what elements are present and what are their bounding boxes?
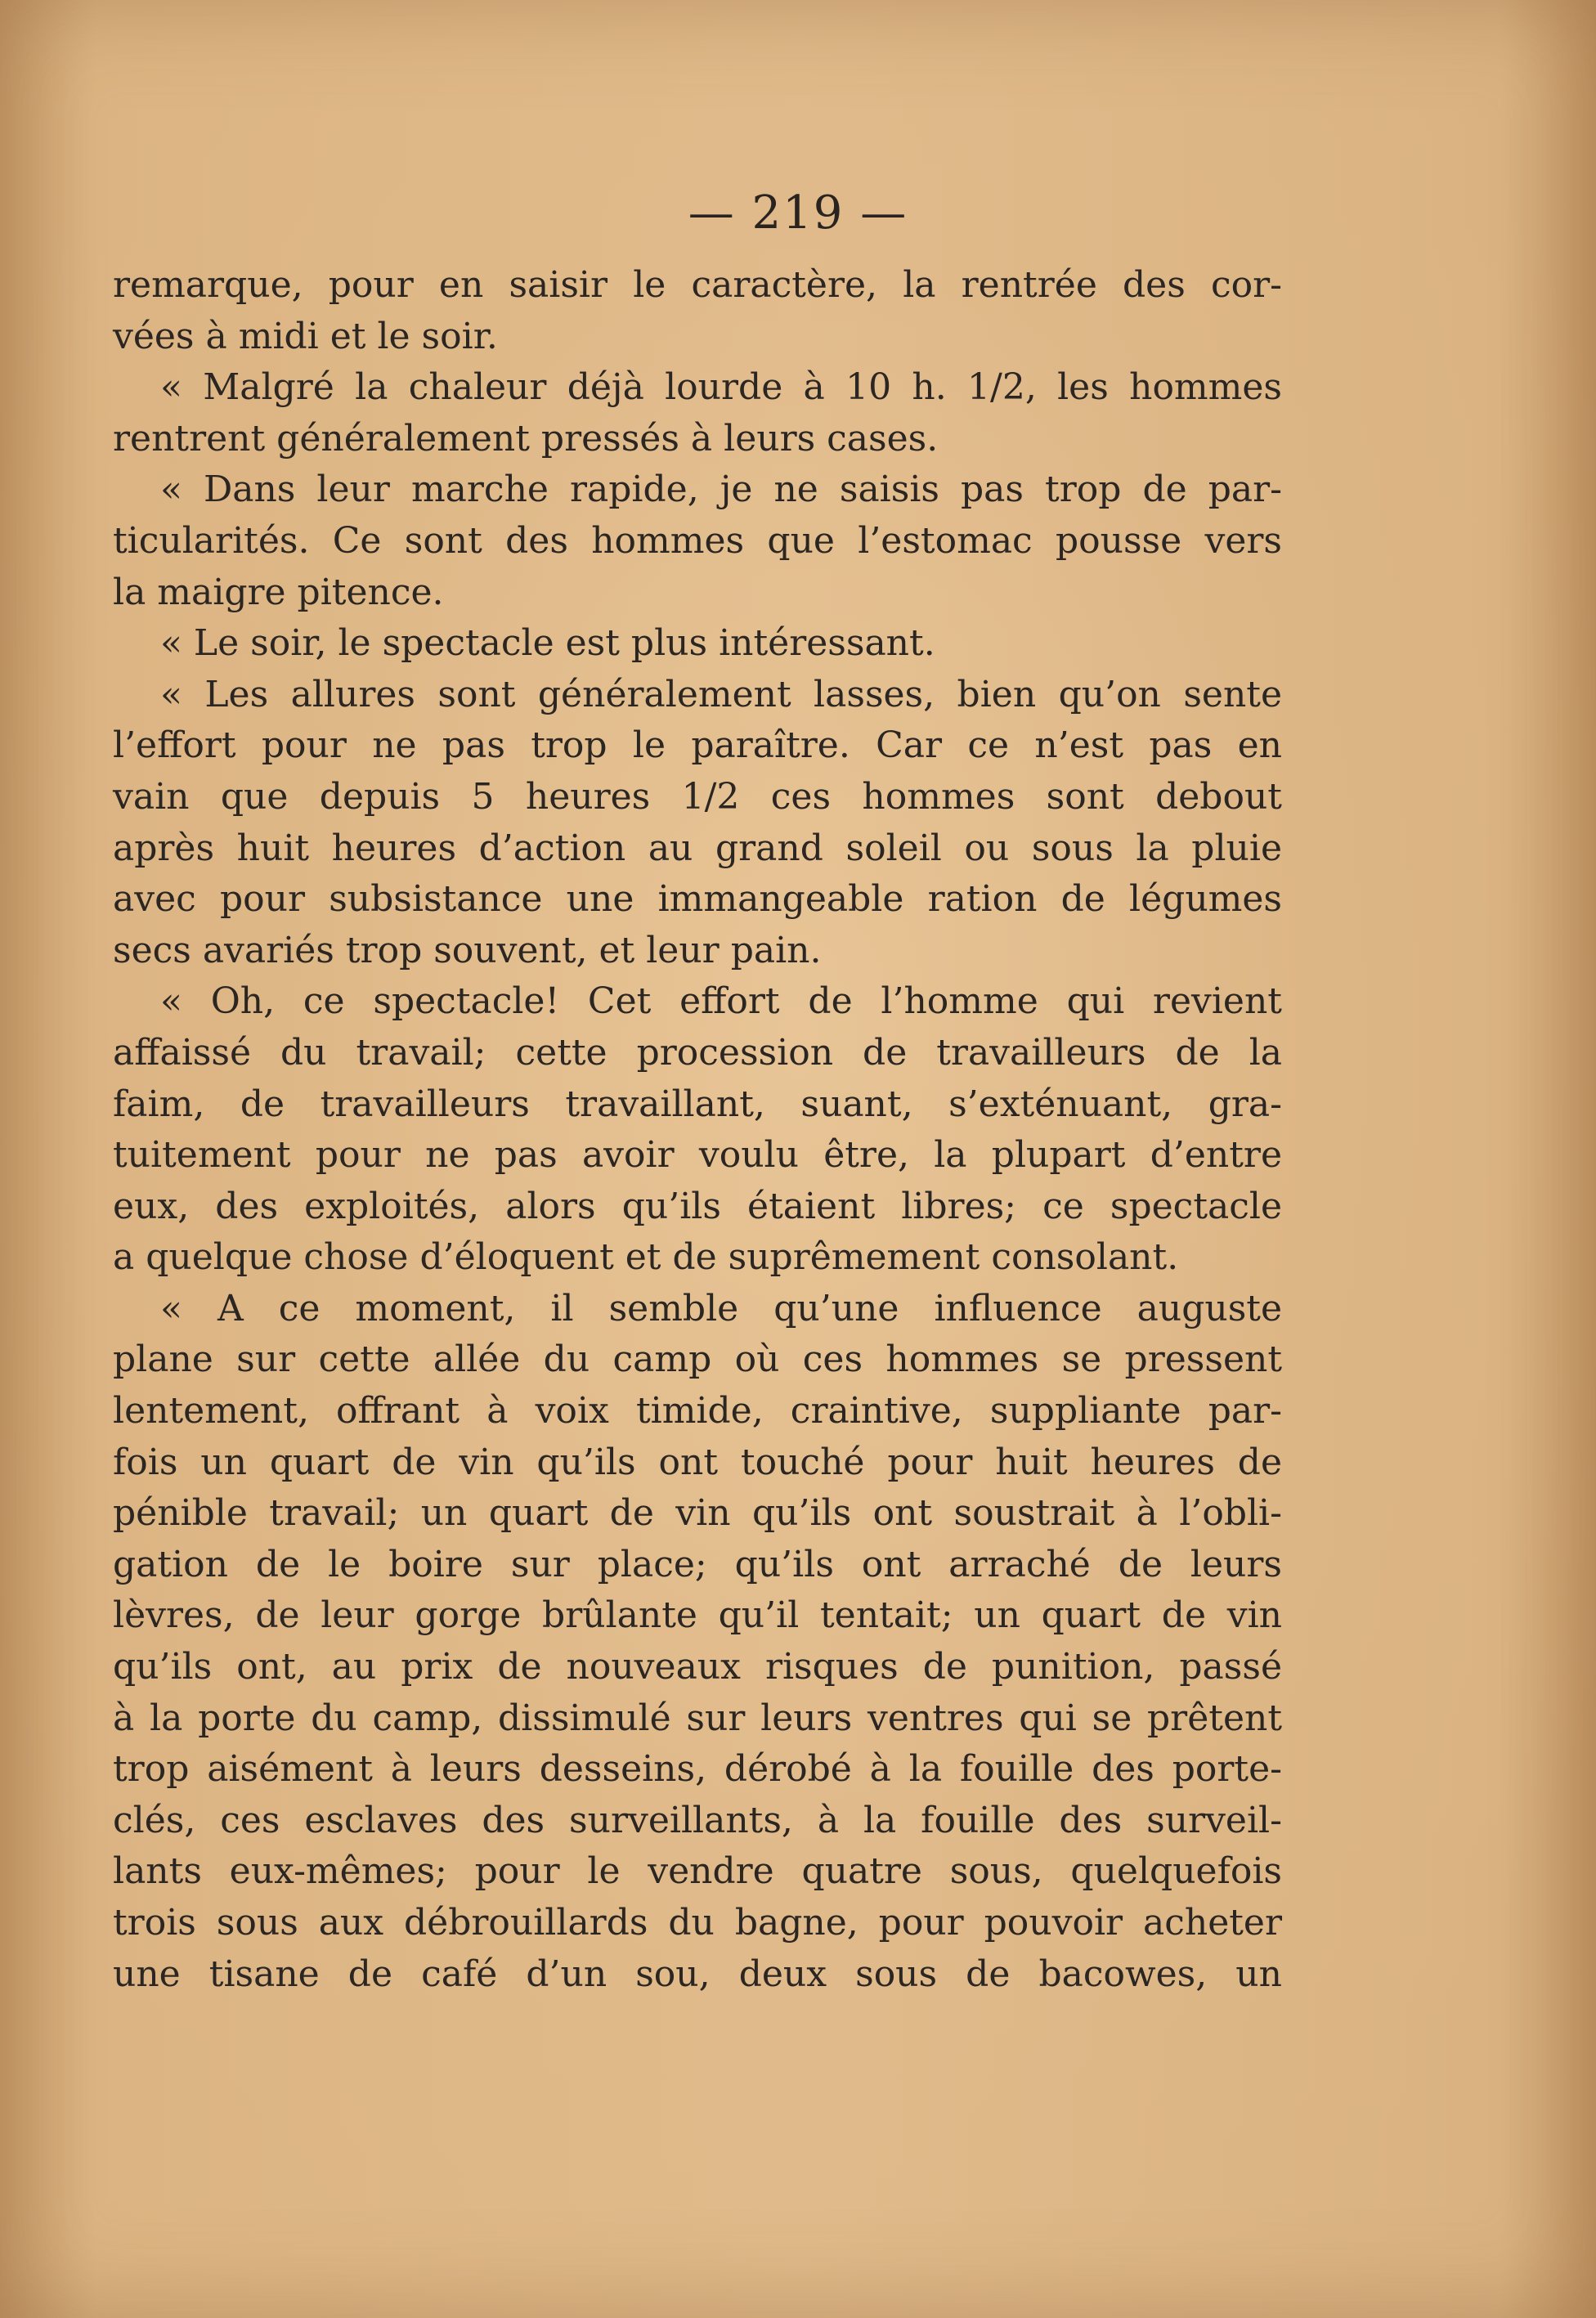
text-line: gation de le boire sur place; qu’ils ont arraché de leurs (113, 1543, 1282, 1585)
text-line: lèvres, de leur gorge brûlante qu’il tentait; un quart de vin (113, 1594, 1282, 1637)
text-line: « Le soir, le spectacle est plus intéressant. (160, 622, 935, 665)
text-line: lentement, offrant à voix timide, craintive, suppliante par- (113, 1390, 1282, 1432)
text-line: vain que depuis 5 heures 1/2 ces hommes sont debout (113, 775, 1282, 818)
text-line: la maigre pitence. (113, 571, 444, 613)
text-line: qu’ils ont, au prix de nouveaux risques de punition, passé (113, 1646, 1282, 1688)
text-line: « Malgré la chaleur déjà lourde à 10 h. 1/2, les hommes (160, 366, 1282, 409)
text-line: rentrent généralement pressés à leurs cases. (113, 417, 939, 460)
text-line: à la porte du camp, dissimulé sur leurs ventres qui se prêtent (113, 1697, 1282, 1739)
text-line: remarque, pour en saisir le caractère, la rentrée des cor- (113, 264, 1282, 306)
text-line: « A ce moment, il semble qu’une influence auguste (160, 1287, 1282, 1329)
text-line: pénible travail; un quart de vin qu’ils ont soustrait à l’obli- (113, 1492, 1282, 1535)
text-line: eux, des exploités, alors qu’ils étaient libres; ce spectacle (113, 1185, 1282, 1227)
text-line: trop aisément à leurs desseins, dérobé à la fouille des porte- (113, 1748, 1282, 1791)
text-line: tuitement pour ne pas avoir voulu être, la plupart d’entre (113, 1134, 1282, 1177)
body-text (113, 260, 1282, 2000)
text-line: ticularités. Ce sont des hommes que l’estomac pousse vers (113, 519, 1282, 562)
text-line: fois un quart de vin qu’ils ont touché pour huit heures de (113, 1441, 1282, 1483)
text-line: plane sur cette allée du camp où ces hommes se pressent (113, 1338, 1282, 1381)
text-line: secs avariés trop souvent, et leur pain. (113, 929, 822, 971)
text-line: vées à midi et le soir. (113, 315, 498, 357)
text-line: après huit heures d’action au grand soleil ou sous la pluie (113, 827, 1282, 869)
text-line: lants eux-mêmes; pour le vendre quatre sous, quelquefois (113, 1850, 1282, 1893)
text-line: « Oh, ce spectacle! Cet effort de l’homme qui revient (160, 980, 1282, 1023)
text-line: avec pour subsistance une immangeable ration de légumes (113, 878, 1282, 921)
text-line: une tisane de café d’un sou, deux sous de bacowes, un (113, 1953, 1282, 1995)
text-line: a quelque chose d’éloquent et de suprêmement consolant. (113, 1236, 1179, 1279)
text-line: « Dans leur marche rapide, je ne saisis pas trop de par- (160, 469, 1282, 511)
text-line: affaissé du travail; cette procession de travailleurs de la (113, 1031, 1282, 1074)
text-line: l’effort pour ne pas trop le paraître. Car ce n’est pas en (113, 724, 1282, 767)
text-line: « Les allures sont généralement lasses, bien qu’on sente (160, 673, 1282, 715)
text-line: trois sous aux débrouillards du bagne, pour pouvoir acheter (113, 1902, 1282, 1944)
page-number: — 219 — (688, 186, 908, 240)
text-line: faim, de travailleurs travaillant, suant, s’exténuant, gra- (113, 1083, 1282, 1125)
text-line: clés, ces esclaves des surveillants, à la fouille des surveil- (113, 1799, 1282, 1841)
